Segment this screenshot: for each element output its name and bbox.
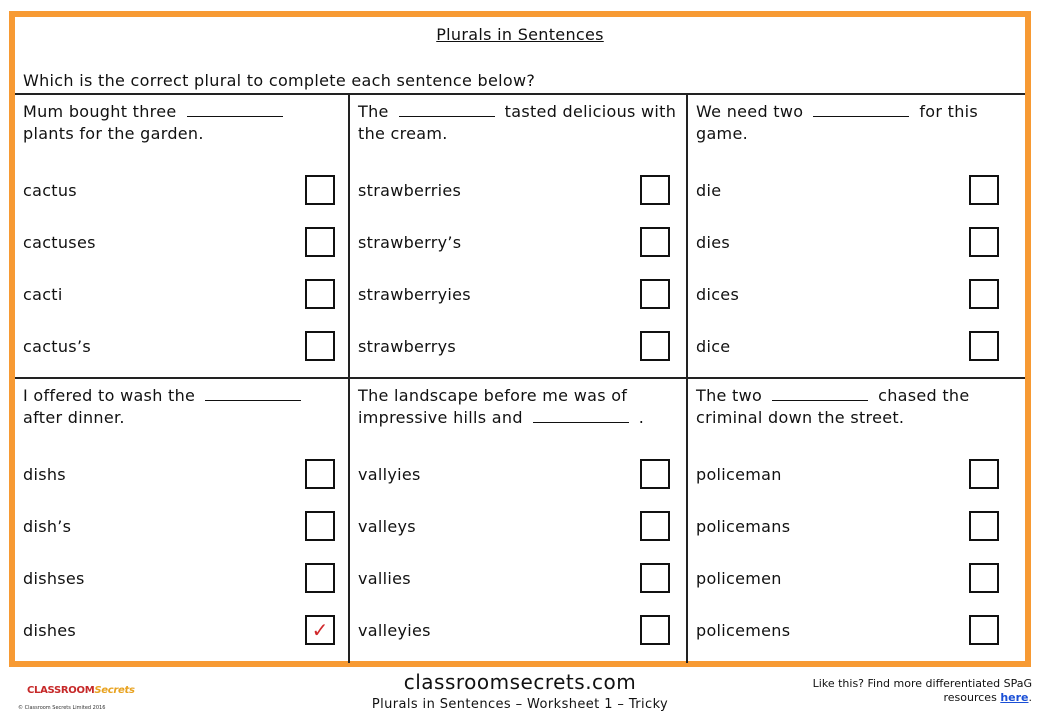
promo-text: Like this? Find more differentiated SPaG resources here. — [812, 677, 1032, 704]
option-label: cactus — [23, 181, 77, 200]
option-label: dishes — [23, 621, 77, 640]
answer-checkbox[interactable] — [969, 227, 999, 257]
answer-blank — [772, 387, 868, 401]
answer-checkbox[interactable] — [305, 227, 335, 257]
answer-checkbox[interactable] — [305, 279, 335, 309]
option-row — [358, 172, 686, 212]
option-label: dishses — [23, 569, 85, 588]
option-label: vallies — [358, 569, 411, 588]
question-sentence: We need two for this game. — [696, 102, 979, 143]
option-label: valleys — [358, 517, 416, 536]
option-row — [696, 560, 1025, 600]
answer-checkbox[interactable] — [640, 459, 670, 489]
question-cell-3 — [688, 95, 1025, 379]
option-row — [358, 328, 686, 368]
option-row — [358, 224, 686, 264]
site-name: classroomsecrets.com — [403, 670, 637, 694]
answer-checkbox-checked[interactable] — [305, 615, 335, 645]
answer-checkbox[interactable] — [969, 175, 999, 205]
option-row — [696, 508, 1025, 548]
option-label: dies — [696, 233, 730, 252]
option-row — [358, 456, 686, 496]
option-label: cacti — [23, 285, 63, 304]
option-label: strawberryies — [358, 285, 471, 304]
answer-checkbox[interactable] — [640, 279, 670, 309]
answer-blank — [533, 409, 629, 423]
answer-checkbox[interactable] — [640, 511, 670, 541]
option-label: strawberries — [358, 181, 462, 200]
question-sentence: I offered to wash theafter dinner. — [23, 385, 340, 429]
answer-checkbox[interactable] — [640, 563, 670, 593]
worksheet-name: Plurals in Sentences – Worksheet 1 – Tricky — [371, 697, 669, 712]
option-row — [23, 612, 348, 652]
question-grid — [15, 93, 1025, 661]
option-label: policemans — [696, 517, 791, 536]
answer-checkbox[interactable] — [969, 511, 999, 541]
option-row — [23, 224, 348, 264]
tick-icon: ✓ — [311, 618, 329, 642]
option-row — [696, 328, 1025, 368]
answer-checkbox[interactable] — [969, 615, 999, 645]
question-sentence: The landscape before me was of impressive hills and . — [358, 386, 645, 427]
answer-checkbox[interactable] — [969, 563, 999, 593]
option-label: policemen — [696, 569, 782, 588]
answer-checkbox[interactable] — [969, 459, 999, 489]
answer-checkbox[interactable] — [640, 615, 670, 645]
answer-blank — [813, 103, 909, 117]
option-row — [696, 612, 1025, 652]
option-row — [696, 224, 1025, 264]
option-label: strawberry’s — [358, 233, 462, 252]
answer-checkbox[interactable] — [640, 331, 670, 361]
answer-checkbox[interactable] — [305, 331, 335, 361]
option-label: cactuses — [23, 233, 96, 252]
option-row — [358, 560, 686, 600]
question-sentence: Mum bought threeplants for the garden. — [23, 101, 340, 145]
option-label: valleyies — [358, 621, 431, 640]
worksheet-title: Plurals in Sentences — [436, 25, 604, 44]
answer-blank — [187, 103, 283, 117]
option-label: policemens — [696, 621, 791, 640]
question-cell-5 — [350, 379, 688, 663]
option-label: dices — [696, 285, 740, 304]
copyright-text: © Classroom Secrets Limited 2016 — [18, 705, 106, 711]
option-label: die — [696, 181, 722, 200]
option-row — [23, 328, 348, 368]
answer-checkbox[interactable] — [305, 459, 335, 489]
option-label: dice — [696, 337, 731, 356]
worksheet-frame — [9, 11, 1031, 667]
here-link[interactable]: here — [1000, 691, 1029, 704]
question-sentence: The two chased the criminal down the street. — [696, 386, 970, 427]
option-row — [358, 276, 686, 316]
option-label: cactus’s — [23, 337, 91, 356]
option-label: policeman — [696, 465, 782, 484]
option-label: dish’s — [23, 517, 72, 536]
answer-checkbox[interactable] — [969, 279, 999, 309]
answer-checkbox[interactable] — [969, 331, 999, 361]
option-row — [23, 276, 348, 316]
answer-checkbox[interactable] — [305, 175, 335, 205]
classroom-secrets-logo: CLASSROOMSecrets — [27, 685, 135, 696]
option-row — [23, 508, 348, 548]
option-label: dishs — [23, 465, 66, 484]
option-row — [23, 560, 348, 600]
option-row — [696, 276, 1025, 316]
option-row — [23, 172, 348, 212]
option-row — [696, 172, 1025, 212]
instruction-text: Which is the correct plural to complete each sentence below? — [23, 71, 536, 90]
answer-checkbox[interactable] — [640, 227, 670, 257]
question-cell-1 — [15, 95, 350, 379]
answer-blank — [399, 103, 495, 117]
question-cell-6 — [688, 379, 1025, 663]
option-row — [358, 508, 686, 548]
option-row — [23, 456, 348, 496]
option-label: strawberrys — [358, 337, 457, 356]
answer-checkbox[interactable] — [640, 175, 670, 205]
question-cell-4 — [15, 379, 350, 663]
option-row — [696, 456, 1025, 496]
question-sentence: The tasted delicious with the cream. — [358, 102, 677, 143]
question-cell-2 — [350, 95, 688, 379]
answer-checkbox[interactable] — [305, 511, 335, 541]
answer-blank — [205, 387, 301, 401]
answer-checkbox[interactable] — [305, 563, 335, 593]
option-label: vallyies — [358, 465, 421, 484]
option-row — [358, 612, 686, 652]
